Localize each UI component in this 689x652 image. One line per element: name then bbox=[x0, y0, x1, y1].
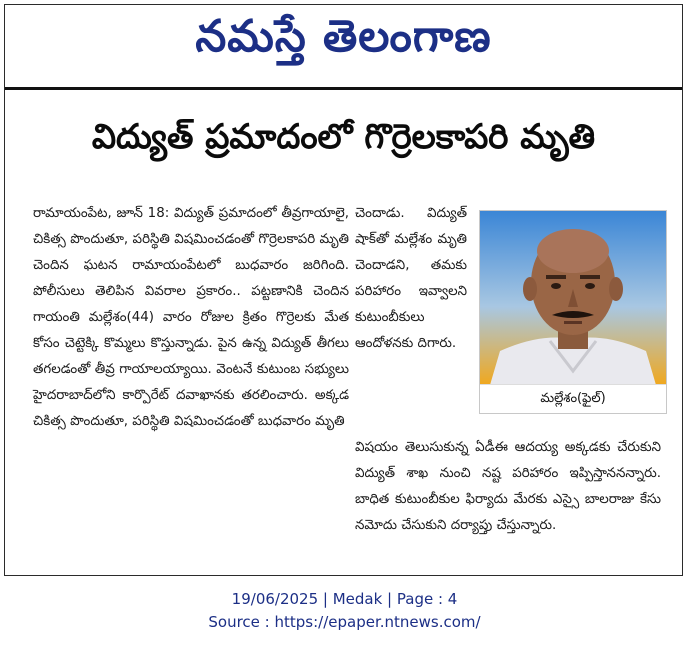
footer-source-line: Source : https://epaper.ntnews.com/ bbox=[208, 613, 481, 631]
article-column-left bbox=[33, 201, 349, 435]
newspaper-clipping bbox=[4, 4, 683, 576]
article-paragraph: విషయం తెలుసుకున్న ఏడీఈ ఆదయ్య అక్కడకు చేరుకుని విద్యుత్ శాఖ నుంచి నష్ట పరిహారం ఇప్పిస్తాననన్నారు. బాధిత కుటుంబీకుల ఫిర్యాదు మేరకు ఎస్సై బాలరాజు కేసు నమోదు చేసుకుని దర్యాప్తు చేస్తున్నారు. bbox=[355, 440, 661, 533]
masthead-title: నమస్తే తెలంగాణ bbox=[195, 11, 492, 62]
article-paragraph: రామాయంపేట, జూన్ 18: విద్యుత్ ప్రమాదంలో తీవ్రగాయాలై, చికిత్స పొందుతూ, పరిస్థితి విషమించడంతో గొర్రెలకాపరి మృతి చెందిన ఘటన రామాయంపేటలో బుధవారం జరిగింది. పోలీసులు తెలిపిన వివరాల ప్రకారం.. పట్టణానికి చెందిన గాయంతి మల్లేశం(44) వారం రోజుల క్రితం గొర్రెలకు మేత కోసం చెట్టెక్కి కొమ్మలు కొస్తున్నాడు. పైన ఉన్న విద్యుత్ తీగలు తగలడంతో తీవ్ర గాయాలయ్యాయి. వెంటనే కుటుంబ సభ్యులు హైదరాబాద్‌లోని కార్పొరేట్ దవాఖానకు తరలించారు. అక్కడ చికిత్స పొందుతూ, పరిస్థితి విషమించడంతో బుధవారం మృతి bbox=[33, 206, 349, 429]
article-headline: విద్యుత్ ప్రమాదంలో గొర్రెలకాపరి మృతి bbox=[91, 117, 596, 157]
article-column-middle bbox=[355, 201, 467, 357]
photo-caption: మల్లేశం(ఫైల్) bbox=[480, 384, 666, 413]
article-column-bottom bbox=[355, 435, 661, 539]
masthead-divider bbox=[5, 87, 682, 90]
portrait-image bbox=[480, 211, 666, 385]
footer-date-line: 19/06/2025 | Medak | Page : 4 bbox=[231, 590, 458, 608]
article-photo bbox=[479, 210, 667, 414]
article-paragraph: చెందాడు. విద్యుత్ షాక్‌తో మల్లేశం మృతి చెందాడని, తమకు పరిహారం ఇవ్వాలని కుటుంబీకులు ఆందోళనకు దిగారు. bbox=[355, 206, 467, 351]
